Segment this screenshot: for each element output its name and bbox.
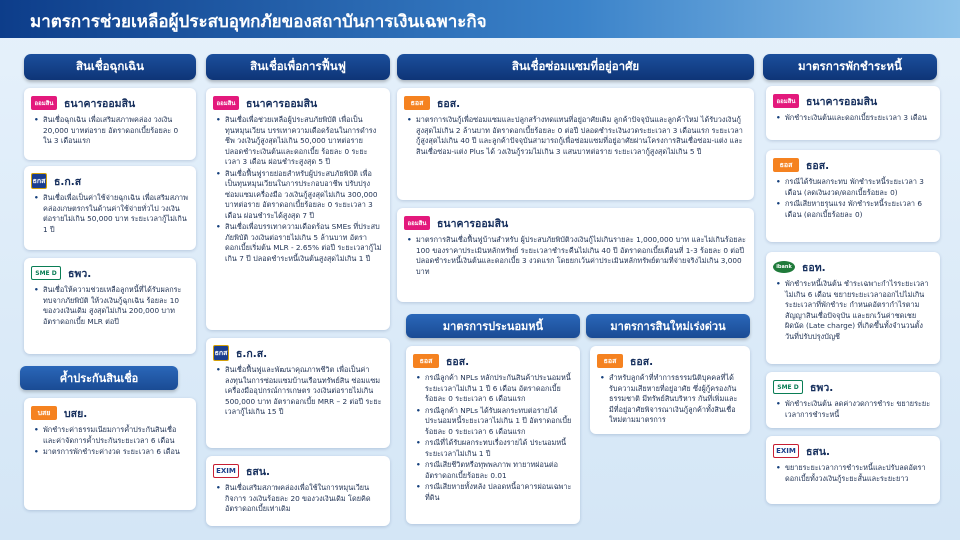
list-item: • สำหรับลูกค้าที่ทำการธรรมนิติบุคคลที่ได้รับความเสียหายที่อยู่อาศัย ซึ่งผู้กู้ครองกันธรรมชาติ มีทรัพย์สินบริหาร กันที่เพิ่มและมีที่อยู่อาศัยพิจารณาเงินกู้ลูกค้าทั้งสินเชื่อใหม่ตามมาตรการ [600, 373, 742, 426]
card-bank-name: ธอท. [802, 261, 826, 274]
list-item: • กรณีเสียชีวิตหรือทุพพลภาพ ทายาทผ่อนต่อ อัตราดอกเบี้ยร้อยละ 0.01 [416, 460, 572, 481]
list-item: • สินเชื่อเพื่อเป็นค่าใช้จ่ายฉุกเฉิน เพื่อเสริมสภาพคล่องเกษตรกรในด้านค่าใช้จ่ายทั่วไป วงเงินต่อรายไม่เกิน 50,000 บาท ระยะเวลากู้ไม่เกิน 1 ปี [34, 193, 188, 235]
card-bank-name: ธ.ก.ส. [236, 347, 268, 360]
list-item: • พักชำระเงินต้น ลดค่างวดการชำระ ขยายระยะเวลาการชำระหนี้ [776, 399, 932, 420]
card-suspend-ibank [766, 252, 940, 364]
header-debt-compromise: มาตรการประนอมหนี้ [406, 314, 580, 338]
list-item: • พักชำระหนี้เงินต้น ชำระเฉพาะกำไรระยะเวลาไม่เกิน 6 เดือน ขยายระยะเวลาออกไปไม่เกินระยะเวลาที่พักชำระ กำหนดอัตรากำไรตามสัญญาสินเชื่อปัจจุบัน และยกเว้นค่าชดเชยผิดนัด (Late charge) ที่เกิดขึ้นทั้งจำนวนตั้งวันที่ปรับปรุงบัญชี [776, 279, 932, 342]
exim-logo-icon: EXIM [773, 444, 799, 458]
gsb-logo-icon: ออมสิน [773, 94, 799, 108]
list-item: • สินเชื่อให้ความช่วยเหลือลูกหนี้ที่ได้รับผลกระทบจากภัยพิบัติ ให้วงเงินกู้ฉุกเฉิน ร้อยละ 10 ของวงเงินเดิม สูงสุดไม่เกิน 200,000 บาท อัตราดอกเบี้ย MLR ต่อปี [34, 285, 188, 327]
list-item: • มาตรการเงินกู้เพื่อซ่อมแซมและปลูกสร้างทดแทนที่อยู่อาศัยเดิม ลูกค้าปัจจุบันและลูกค้าใหม่ ได้รับวงเงินกู้สูงสุดไม่เกิน 2 ล้านบาท อัตราดอกเบี้ยร้อยละ 0 ต่อปี ปลอดชำระเงินงวดระยะเวลา 3 เดือนแรก ระยะเวลากู้สูงสุดไม่เกิน 40 ปี และลูกค้าปัจจุบันสามารถกู้เพื่อซ่อมแซมที่อยู่อาศัยผ่านโครงการสินเชื่อซ่อม-แต่ง และสินเชื่อซ่อม-แต่ง Plus ได้ วงเงินกู้รวมไม่เกิน 3 แสนบาทต่อราย ระยะเวลากู้สูงสุดไม่เกิน 5 ปี [407, 115, 746, 157]
gsb-logo-icon: ออมสิน [31, 96, 57, 110]
card-bank-name: ธนาคารออมสิน [246, 97, 318, 110]
exim-logo-icon: EXIM [213, 464, 239, 478]
list-item: • ขยายระยะเวลาการชำระหนี้และปรับลดอัตราดอกเบี้ยทั้งวงเงินกู้ระยะสั้นและระยะยาว [776, 463, 932, 484]
ghb-logo-icon: ธอส [773, 158, 799, 172]
list-item: • กรณีได้รับผลกระทบ พักชำระหนี้ระยะเวลา 3 เดือน (ลดเงินงวด/ดอกเบี้ยร้อยละ 0) [776, 177, 932, 198]
card-bank-name: ธพว. [810, 381, 834, 394]
tcg-logo-icon: บสย [31, 406, 57, 420]
card-bank-name: ธสน. [806, 445, 830, 458]
card-compromise-ghb [406, 346, 580, 524]
header-emergency-loans: สินเชื่อฉุกเฉิน [24, 54, 196, 80]
card-newloan-ghb [590, 346, 750, 434]
card-bank-name: ธพว. [68, 267, 92, 280]
page-title: มาตรการช่วยเหลือผู้ประสบอุทกภัยของสถาบันการเงินเฉพาะกิจ [0, 0, 960, 38]
gsb-logo-icon: ออมสิน [213, 96, 239, 110]
card-recovery-baac [206, 338, 390, 448]
sme-bank-logo-icon: SME D [31, 266, 61, 280]
card-bank-name: ธสน. [246, 465, 270, 478]
list-item: • กรณีที่ได้รับผลกระทบเรื่องรายได้ ประนอมหนี้ระยะเวลาไม่เกิน 1 ปี [416, 438, 572, 459]
card-emergency-gsb [24, 88, 196, 160]
header-urgent-new-loans: มาตรการสินใหม่เร่งด่วน [586, 314, 750, 338]
card-bank-name: ธอส. [437, 97, 461, 110]
card-bank-name: ธนาคารออมสิน [64, 97, 136, 110]
header-repair-loans: สินเชื่อซ่อมแซมที่อยู่อาศัย [397, 54, 754, 80]
card-emergency-sme [24, 258, 196, 354]
list-item: • สินเชื่อฉุกเฉิน เพื่อเสริมสภาพคล่อง วงเงิน 20,000 บาทต่อราย อัตราดอกเบี้ยร้อยละ 0 ใน 3 เดือนแรก [34, 115, 188, 147]
sme-bank-logo-icon: SME D [773, 380, 803, 394]
list-item: • กรณีลูกค้า NPLs หลักประกันสินค้าประนอมหนี้ ระยะเวลาไม่เกิน 1 ปี 6 เดือน อัตราดอกเบี้ยร้อยละ 0 ระยะเวลา 6 เดือนแรก [416, 373, 572, 405]
list-item: • พักชำระเงินต้นและดอกเบี้ยระยะเวลา 3 เดือน [776, 113, 932, 124]
card-emergency-baac [24, 166, 196, 250]
list-item: • สินเชื่อเพื่อบรรเทาความเดือดร้อน SMEs ที่ประสบภัยพิบัติ วงเงินต่อรายไม่เกิน 5 ล้านบาท อัตราดอกเบี้ยเริ่มต้น MLR - 2.65% ต่อปี ระยะเวลากู้ไม่เกิน 7 ปี ปลอดชำระหนี้เงินต้นสูงสุดไม่เกิน 1 ปี [216, 222, 382, 264]
list-item: • มาตรการสินเชื่อฟื้นฟูบ้านสำหรับ ผู้ประสบภัยพิบัติวงเงินกู้ไม่เกินรายละ 1,000,000 บาท และไม่เกินร้อยละ 100 ของราคาประเมินหลักทรัพย์ ระยะเวลาชำระคืนไม่เกิน 40 ปี อัตราดอกเบี้ยเดือนที่ 1-3 ร้อยละ 0 ต่อปี ปลอดชำระหนี้เงินต้นและดอกเบี้ย 3 งวดแรก โดยยกเว้นค่าประเมินหลักทรัพย์ตามที่จ่ายจริงไม่เกิน 3,000 บาท [407, 235, 746, 277]
card-repair-gsb [397, 208, 754, 302]
card-bank-name: ธนาคารออมสิน [437, 217, 509, 230]
card-suspend-gsb [766, 86, 940, 140]
list-item: • สินเชื่อเพื่อช่วยเหลือผู้ประสบภัยพิบัติ เพื่อเป็นทุนหมุนเวียน บรรเทาความเดือดร้อนในการดำรงชีพ วงเงินกู้สูงสุดไม่เกิน 50,000 บาทต่อราย ปลอดชำระเงินต้นและดอกเบี้ย ร้อยละ 0 ระยะเวลา 3 เดือน ผ่อนชำระสูงสุด 5 ปี [216, 115, 382, 168]
list-item: • สินเชื่อฟื้นฟูรายย่อยสำหรับผู้ประสบภัยพิบัติ เพื่อเป็นทุนหมุนเวียนในการประกอบอาชีพ ปรับปรุงซ่อมแซมเครื่องมือ วงเงินกู้สูงสุดไม่เกิน 300,000 บาทต่อราย อัตราดอกเบี้ยร้อยละ 0 ระยะเวลา 3 เดือน ผ่อนชำระได้สูงสุด 7 ปี [216, 169, 382, 222]
card-bank-name: ธนาคารออมสิน [806, 95, 878, 108]
ibank-logo-icon: ibank [773, 261, 795, 273]
header-loan-guarantee: ค้ำประกันสินเชื่อ [20, 366, 178, 390]
list-item: • สินเชื่อเสริมสภาพคล่องเพื่อใช้ในการหมุนเวียนกิจการ วงเงินร้อยละ 20 ของวงเงินเดิม โดยคิดอัตราดอกเบี้ยเท่าเดิม [216, 483, 382, 515]
card-recovery-gsb [206, 88, 390, 330]
header-recovery-loans: สินเชื่อเพื่อการฟื้นฟู [206, 54, 390, 80]
list-item: • กรณีลูกค้า NPLs ได้รับผลกระทบต่อรายได้ ประนอมหนี้ระยะเวลาไม่เกิน 1 ปี อัตราดอกเบี้ยร้อยละ 0 ระยะเวลา 6 เดือนแรก [416, 406, 572, 438]
card-suspend-ghb [766, 150, 940, 242]
ghb-logo-icon: ธอส [597, 354, 623, 368]
list-item: • กรณีเสียหายทั้งหลัง ปลอดหนี้อาคารผ่อนเฉพาะที่ดิน [416, 482, 572, 503]
card-suspend-exim [766, 436, 940, 504]
baac-logo-icon: ธกส [213, 345, 229, 361]
card-bank-name: ธ.ก.ส [54, 175, 82, 188]
ghb-logo-icon: ธอส [404, 96, 430, 110]
list-item: • สินเชื่อฟื้นฟูและพัฒนาคุณภาพชีวิต เพื่อเป็นค่าลงทุนในการซ่อมแซมบ้านเรือนทรัพย์สิน ซ่อมแซมเครื่องมืออุปกรณ์การเกษตร วงเงินต่อรายไม่เกิน 500,000 บาท อัตราดอกเบี้ย MRR – 2 ต่อปี ระยะเวลากู้ไม่เกิน 15 ปี [216, 365, 382, 418]
card-suspend-sme [766, 372, 940, 428]
gsb-logo-icon: ออมสิน [404, 216, 430, 230]
header-debt-suspension: มาตรการพักชำระหนี้ [763, 54, 937, 80]
card-bank-name: ธอส. [446, 355, 470, 368]
list-item: • มาตรการพักชำระค่างวด ระยะเวลา 6 เดือน [34, 447, 188, 458]
card-repair-ghb [397, 88, 754, 200]
card-recovery-exim [206, 456, 390, 526]
card-guarantee-tcg [24, 398, 196, 510]
card-bank-name: ธอส. [806, 159, 830, 172]
card-bank-name: บสย. [64, 407, 88, 420]
baac-logo-icon: ธกส [31, 173, 47, 189]
list-item: • พักชำระค่าธรรมเนียมการค้ำประกันสินเชื่อและค่าจัดการค้ำประกันระยะเวลา 6 เดือน [34, 425, 188, 446]
card-bank-name: ธอส. [630, 355, 654, 368]
list-item: • กรณีเสียหายรุนแรง พักชำระหนี้ระยะเวลา 6 เดือน (ดอกเบี้ยร้อยละ 0) [776, 199, 932, 220]
ghb-logo-icon: ธอส [413, 354, 439, 368]
